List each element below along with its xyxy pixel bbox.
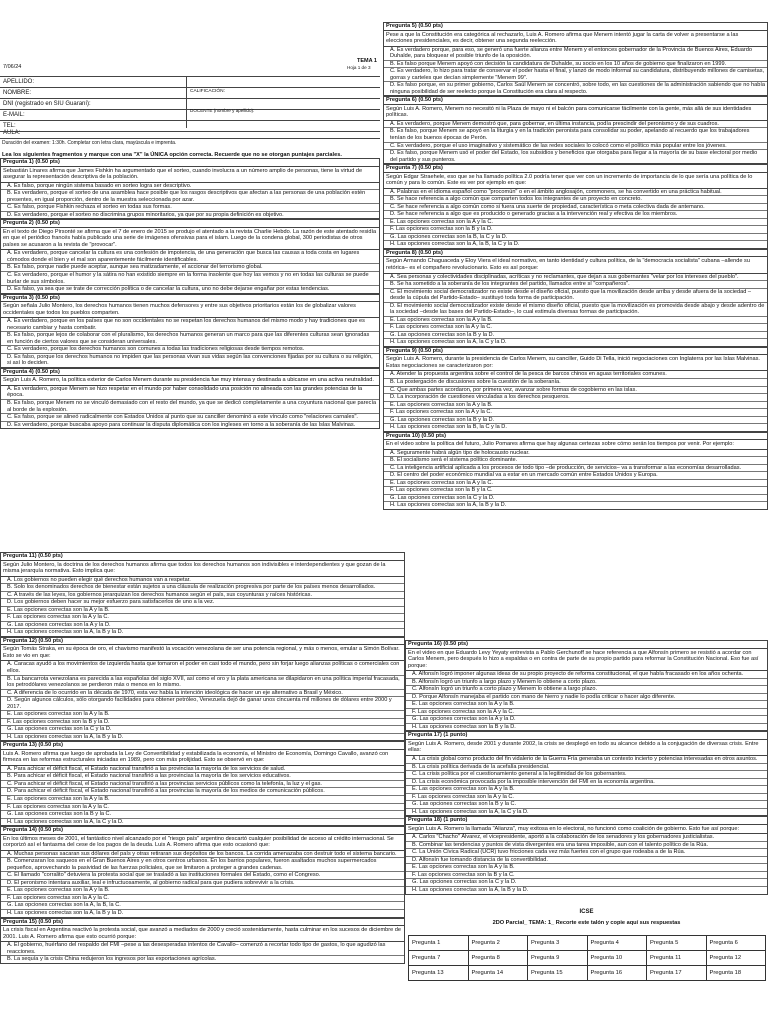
answer-option[interactable]: C. Es verdadero, porque el uso imaginativo y sistemático de las redes sociales lo colocó como el político más popular entre los jóvenes. xyxy=(384,143,767,151)
answer-option[interactable]: G. Las opciones correctas son la B y la C. xyxy=(406,801,767,809)
answer-option[interactable]: B. Es falso, porque Menem no se vinculó demasiado con el resto del mundo, ya que se dedicó completamente a una coyuntura nacional que parecía al borde de la explosión. xyxy=(1,400,379,414)
answer-cell[interactable]: Pregunta 13 xyxy=(409,965,469,980)
answer-sheet-header: ICSE xyxy=(579,908,594,915)
question-stem: Luis A. Romero afirma que luego de aprobada la Ley de Convertibilidad y estabilizada la economía, el Ministro de Economía, Domingo Cavallo, avanzó con firmeza en las reformas estructurales iniciadas en 1989, pero con más prolijidad. Esto se observó en que: xyxy=(1,750,404,766)
answer-option[interactable]: A. La crisis global como producto del fin vidalerio de la Guerra Fría generaba un contexto incierto y potencias interesadas en otros asuntos. xyxy=(406,756,767,764)
question-block xyxy=(0,368,380,429)
field-dni[interactable]: DNI (registrado en SIU Guaraní): xyxy=(0,99,380,110)
question-stem: Según Armando Chaguaceda y Eloy Viera el ideal normativo, en tanto identidad y cultura política, de la "democracia socialista" cubana –allende su retórica– es el compañero revolucionario. Esto es así porque: xyxy=(384,257,767,273)
question-stem: Según señala Julio Montero, los derechos humanos tienen muchos defensores y entre sus objetivos prioritarios están los de globalizar valores occidentales que todos los pueblos comparten. xyxy=(1,302,379,318)
answer-option[interactable]: F. Las opciones correctas son la A y la C. xyxy=(1,895,404,903)
field-aula[interactable]: AULA: xyxy=(0,128,380,139)
answer-option[interactable]: G. Las opciones correctas son la B y la D. xyxy=(384,417,767,425)
question-block xyxy=(383,96,768,164)
calificacion-label: CALIFICACIÓN: xyxy=(190,89,225,94)
answer-cell[interactable]: Pregunta 17 xyxy=(647,965,707,980)
answer-option[interactable]: E. Las opciones correctas son la A y la B. xyxy=(406,701,767,709)
answer-option[interactable]: F. Las opciones correctas son la A y la C. xyxy=(406,709,767,717)
answer-option[interactable]: E. Las opciones correctas son la A y la B. xyxy=(384,402,767,410)
answer-option[interactable]: D. El movimiento social democratizador existe desde el mismo diseño oficial, puesto que la movilización es promovida desde abajo y desde adentro de la sociedad –desde las bases del Partido-Estado–, lo cual estimula diversas formas de participación. xyxy=(384,303,767,317)
answer-option[interactable]: D. Es verdadero, porque el sorteo no discrimina grupos minoritarios, ya que por su propia definición es objetivo. xyxy=(7,211,284,218)
answer-cell[interactable]: Pregunta 9 xyxy=(528,950,588,965)
answer-option[interactable]: H. Las opciones correctas son la A, la B y la D. xyxy=(7,909,124,916)
answer-option[interactable]: B. Es falso, porque nadie puede aceptar, aunque sea matizadamente, el accionar del terrorismo global. xyxy=(1,264,379,272)
answer-option[interactable]: C. Es verdadero, porque los derechos humanos son comunes a todas las tradiciones religiosas desde tiempos remotos. xyxy=(1,346,379,354)
question-title: Pregunta 1) (0.50 pts) xyxy=(1,159,379,167)
question-block xyxy=(0,918,405,964)
question-stem: Según Luis A. Romero, Menem no necesitó ni la Plaza de mayo ni el balcón para comunicarse fácilmente con la gente, más allá de sus identidades políticas. xyxy=(384,105,767,121)
answer-option[interactable]: A. Caracas ayudó a los movimientos de izquierda hasta que tomaron el poder en casi todo el mundo, pero sin forjar luego alianzas políticas o comerciales con ellos. xyxy=(1,661,404,675)
question-stem: Según Luis A. Romero, la política exterior de Carlos Menem durante su presidencia fue muy intensa y destinada a ubicarse en una activa neutralidad. xyxy=(1,376,379,386)
answer-option[interactable]: G. Las opciones correctas son la A y la D. xyxy=(406,716,767,724)
question-title: Pregunta 3) (0.50 pts) xyxy=(1,295,379,303)
answer-option[interactable]: B. Para achicar el déficit fiscal, el Estado nacional transfirió a las provincias la mayoría de los servicios educativos. xyxy=(1,773,404,781)
field-tel[interactable]: TEL: xyxy=(0,121,380,132)
answer-option[interactable]: E. Las opciones correctas son la A y la B. xyxy=(1,796,404,804)
answer-option[interactable]: B. Alfonsín logró un triunfo a largo plazo y Menem lo obtiene a corto plazo. xyxy=(406,679,767,687)
answer-option[interactable]: C. Para achicar el déficit fiscal, el Estado nacional transfirió a las provincias servicios públicos como la telefonía, la luz y el gas. xyxy=(1,781,404,789)
question-title: Pregunta 16) (0.50 pts) xyxy=(406,641,767,649)
answer-option[interactable]: D. El peronismo intentara auxiliar, leal e infructuosamente, al gobierno radical para que pudiera sobrevivir a la crisis. xyxy=(1,880,404,888)
answer-option[interactable]: B. Solo los denominados derechos de bienestar están sujetos a una cláusula de realización progresiva por parte de los países menos desarrollados. xyxy=(1,584,404,592)
field-email[interactable]: E-MAIL: xyxy=(0,110,380,121)
question-stem: En el video sobre la política del futuro, Julio Pomares afirma que hay algunas certezas sobre cómo serán los tiempos por venir. Por ejemplo: xyxy=(384,440,767,450)
answer-cell[interactable]: Pregunta 1 xyxy=(409,935,469,950)
question-stem: Según Luis A. Romero, durante la presidencia de Carlos Menem, su canciller, Guido Di Tella, inició negociaciones con Inglaterra por las Islas Malvinas. Estas negociaciones se caracterizaron por: xyxy=(384,355,767,371)
question-stem: Pese a que la Constitución era categórica al rechazarlo, Luis A. Romero afirma que Menem intentó jugar la carta de volver a presentarse a las elecciones presidenciales, es decir, obtener una segunda reelección. xyxy=(384,31,767,47)
field-nombre[interactable]: NOMBRE: xyxy=(0,88,380,99)
answer-option[interactable]: D. Según algunos cálculos, sólo otorgando facilidades para obtener petróleo, Venezuela dejó de ganar unos cincuenta mil millones de dólares entre 2000 y 2017. xyxy=(1,697,404,711)
answer-grid-row xyxy=(409,935,766,950)
answer-option[interactable]: E. Las opciones correctas son la A y la B. xyxy=(1,711,404,719)
answer-option[interactable]: C. Que ambas partes acordaron, por primera vez, avanzar sobre formas de cogobierno en las islas. xyxy=(384,387,767,395)
answer-option[interactable]: C. La inteligencia artificial aplicada a los procesos de todo tipo –de producción, de servicios– va a transformar a las economías desarrolladas. xyxy=(384,465,767,473)
page-header xyxy=(0,58,380,76)
answer-grid xyxy=(408,935,766,981)
answer-option[interactable]: B. Combinar las tendencias y puntos de vista divergentes era una tarea imposible, aun con el talento político de la Rúa. xyxy=(406,842,767,850)
answer-option[interactable]: D. La crisis económica provocada por la imposible intervención del FMI en la economía argentina. xyxy=(406,779,767,787)
answer-grid-row xyxy=(409,965,766,980)
question-stem: En el texto de Diego Pirsonté se afirma que el 7 de enero de 2015 se produjo el atentado a la revista Charlie Hebdo. La razón de este atentado residía en que el periódico francés había publicado una serie de imágenes ofensivas para el islam. Luego de la condena global, 300 periodistas de otros países se acusaron a la revista de "provocar". xyxy=(1,228,379,251)
question-stem: Según Tomás Straka, en su época de oro, el chavismo manifestó la vocación venezolana de ser una potencia regional, y más o menos, emular a Simón Bolívar. Esto se vio en que: xyxy=(1,645,404,661)
answer-option[interactable]: D. Es falso, porque Menem usó el poder del Estado, los subsidios y beneficios que otorgaba para llegar a la mayoría de su base electoral por medio del partido y sus punteros. xyxy=(390,150,758,163)
answer-option[interactable]: A. Es verdadero, porque Menem se hizo respetar en el mundo por haber consolidado una posición no alineada con las grandes potencias de la época. xyxy=(1,386,379,400)
answer-option[interactable]: D. Para achicar el déficit fiscal, el Estado nacional transfirió a las provincias la mayoría de los medios de comunicación públicos. xyxy=(1,788,404,796)
answer-cell[interactable]: Pregunta 18 xyxy=(706,965,766,980)
answer-option[interactable]: D. Es falso, ya sea que se trate de corrección política o de cancelar la cultura, uno no debe dejarse engañar por estas tendencias. xyxy=(7,286,330,293)
question-title: Pregunta 15) (0.50 pts) xyxy=(1,919,404,927)
answer-option[interactable]: D. El centro del poder económico mundial va a estar en un mercado común entre Estados Unidos y Europa. xyxy=(384,472,767,480)
answer-option[interactable]: D. Porque Alfonsín manejaba el partido con mano de hierro y nadie lo podía criticar o hacer algo diferente. xyxy=(406,694,767,702)
question-title: Pregunta 5) (0.50 pts) xyxy=(384,23,767,31)
exam-tema: TEMA 1 xyxy=(357,58,377,64)
question-stem: En el video en que Eduardo Levy Yeyaty entrevista a Pablo Gerchunoff se hace referencia a que Alfonsín primero se resistió a acordar con Carlos Menem, pero después lo hizo a espaldas o en contra de parte de su propio partido para reformar la Constitución Nacional. Eso fue así porque: xyxy=(406,649,767,672)
question-block xyxy=(0,158,380,219)
answer-option[interactable]: A. Seguramente habrá algún tipo de holocausto nuclear. xyxy=(384,450,767,458)
question-title: Pregunta 12) (0.50 pts) xyxy=(1,638,404,646)
answer-option[interactable]: B. El socialismo será el sistema político dominante. xyxy=(384,457,767,465)
answer-option[interactable]: H. Las opciones correctas son la A, la C y la D. xyxy=(7,818,124,825)
answer-option[interactable]: C. Es verdadero, porque el humor y la sátira no han existido siempre en la forma insolente que hoy las vemos y no en todas las culturas se puede burlar de sus símbolos. xyxy=(1,272,379,286)
question-block xyxy=(383,347,768,432)
question-title: Pregunta 14) (0.50 pts) xyxy=(1,827,404,835)
exam-date: 7/06/24 xyxy=(3,64,22,70)
exam-page-2 xyxy=(383,22,768,522)
answer-option[interactable]: H. Las opciones correctas son la A, la C y la D. xyxy=(390,339,507,346)
question-title: Pregunta 18) (1 punto) xyxy=(406,817,767,825)
answer-option[interactable]: D. La incorporación de cuestiones vinculadas a los derechos pesqueros. xyxy=(384,394,767,402)
answer-option[interactable]: B. Se hace referencia a algo común que comparten todos los integrantes de un proyecto en concreto. xyxy=(384,196,767,204)
answer-cell[interactable]: Pregunta 8 xyxy=(468,950,528,965)
answer-option[interactable]: B. La bancarrota venezolana es parecida a las españolas del siglo XVII, así como el oro y la plata americana se dilapidaron en una política imperial fracasada, los petrodólares venezolanos se perdieron más o menos en lo mismo. xyxy=(1,676,404,690)
question-stem: La crisis fiscal en Argentina reactivó la protesta social, que avanzó a mediados de 2000 y creció sostenidamente, hasta culminar en los sucesos de diciembre de 2001. Luis A. Romero afirma que esto ocurrió porque: xyxy=(1,926,404,942)
answer-option[interactable]: E. Las opciones correctas son la A y la C. xyxy=(384,480,767,488)
question-block xyxy=(0,552,405,637)
answer-cell[interactable]: Pregunta 11 xyxy=(647,950,707,965)
question-title: Pregunta 17) (1 punto) xyxy=(406,732,767,740)
question-title: Pregunta 4) (0.50 pts) xyxy=(1,369,379,377)
answer-option[interactable]: B. Es verdadero, porque el sorteo de una asamblea hace posible que los rasgos descriptivos que afectan a las personas de una población estén presentes, en igual proporción, dentro de la muestra seleccionada por azar. xyxy=(1,190,379,204)
answer-option[interactable]: E. Las opciones correctas son la A y la B. xyxy=(406,864,767,872)
answer-option[interactable]: D. Es falso, porque los derechos humanos no impiden que las personas vivan sus vidas según las convenciones fijadas por su cultura o su religión, si así lo deciden. xyxy=(7,353,373,367)
answer-option[interactable]: H. Las opciones correctas son la A, la B, la C y la D. xyxy=(390,241,520,248)
answer-option[interactable]: B. La crisis política derivada de la acefalía presidencial. xyxy=(406,764,767,772)
question-block xyxy=(0,826,405,917)
question-stem: Según Luis A. Romero, desde 2001 y durante 2002, la crisis se desplegó en todo su alcance debido a la conjugación de diversas crisis. Entre ellas: xyxy=(406,740,767,756)
answer-option[interactable]: A. Es falso, porque ningún sistema basado en sorteo logra ser descriptivo. xyxy=(1,183,379,191)
page-count: Hoja 1 de 3 xyxy=(347,65,371,70)
exam-page-3 xyxy=(0,552,405,1024)
answer-option[interactable]: H. Las opciones correctas son la A, la B y la D. xyxy=(7,629,124,636)
answer-option[interactable]: B. La postergación de discusiones sobre la cuestión de la soberanía. xyxy=(384,379,767,387)
question-block xyxy=(405,731,768,816)
exam-instructions: Lea los siguientes fragmentos y marque con una "X" la ÚNICA opción correcta. Recuerde que no se otorgan puntajes parciales. xyxy=(2,152,342,158)
answer-option[interactable]: E. Las opciones correctas son la A y la B. xyxy=(1,607,404,615)
question-title: Pregunta 8) (0.50 pts) xyxy=(384,250,767,258)
answer-option[interactable]: A. Es verdadero, porque cancelar la cultura es una confesión de impotencia, de una generación que busca las causas a toda costa en lugares cómodos donde el bien y el mal son aparentemente fácilmente identificables. xyxy=(1,250,379,264)
answer-option[interactable]: G. Las opciones correctas son la B y la D. xyxy=(384,332,767,340)
question-block xyxy=(405,816,768,894)
question-block xyxy=(405,640,768,731)
question-title: Pregunta 9) (0.50 pts) xyxy=(384,348,767,356)
answer-cell[interactable]: Pregunta 12 xyxy=(706,950,766,965)
answer-option[interactable]: A. Es verdadero porque, para eso, se generó una fuerte alianza entre Menem y el entonces gobernador de la Provincia de Buenos Aires, Eduardo Duhalde, para bloquear el posible triunfo de la oposición. xyxy=(384,47,767,61)
question-stem: Según Edgar Straehele, eso que se ha llamado política 2.0 podría tener que ver con un incremento de importancia de lo que sería una política de lo común y para lo común. Este es ver por ejemplo en que: xyxy=(384,173,767,189)
answer-option[interactable]: C. Se hace referencia a algo común como si fuera una suerte de propiedad, característica o meta colectiva dada de antemano. xyxy=(384,204,767,212)
answer-cell[interactable]: Pregunta 2 xyxy=(468,935,528,950)
answer-option[interactable]: C. Es falso, porque se alineó radicalmente con Estados Unidos al punto que su canciller denominó a este vínculo como "relaciones carnales". xyxy=(1,414,379,422)
exam-page-4 xyxy=(405,640,768,1024)
answer-option[interactable]: E. Las opciones correctas son la A y la B. xyxy=(384,317,767,325)
answer-sheet-subheader: 2DO Parcial_ TEMA: 1_ Recorte este talón y copie aquí sus respuestas xyxy=(492,919,681,926)
answer-option[interactable]: B. Es falso, porque Menem se apoyó en la liturgia y en la tradición peronista para consolidar su poder, apelando al recuerdo que los trabajadores tenían de los buenos épocas de Perón. xyxy=(384,128,767,142)
docente-label: DOCENTE (nombre y apellido): xyxy=(190,108,255,113)
answer-option[interactable]: F. Las opciones correctas son la A y la C. xyxy=(384,409,767,417)
question-block xyxy=(0,219,380,293)
answer-option[interactable]: C. La crisis política por el cuestionamiento general a la legitimidad de los gobernantes. xyxy=(406,771,767,779)
question-block xyxy=(0,294,380,368)
answer-option[interactable]: H. Las opciones correctas son la A, la B y la D. xyxy=(412,887,529,893)
answer-option[interactable]: F. Las opciones correctas son la A y la C. xyxy=(406,794,767,802)
question-title: Pregunta 11) (0.50 pts) xyxy=(1,553,404,561)
question-title: Pregunta 7) (0.50 pts) xyxy=(384,165,767,173)
answer-option[interactable]: C. El movimiento social democratizador no existe desde el diseño oficial, puesto que la movilización desde arriba y desde afuera de la sociedad –desde la cúpula del Partido-Estado– sustituyó toda forma de participación. xyxy=(384,289,767,303)
answer-option[interactable]: H. Las opciones correctas son la A, la B y la D. xyxy=(7,733,124,740)
answer-option[interactable]: F. Las opciones correctas son la B y la D. xyxy=(384,226,767,234)
answer-option[interactable]: G. Las opciones correctas son la C y la D. xyxy=(384,495,767,503)
answer-option[interactable]: D. Los gobiernos deben hacer su mejor esfuerzo para satisfacerlos de uno a la vez. xyxy=(1,599,404,607)
question-stem: Sebastián Linares afirma que James Fishkin ha argumentado que el sorteo, cuando involucra a un número amplio de personas, tiene la virtud de asegurar la representación descriptiva de la población. xyxy=(1,167,379,183)
answer-option[interactable]: D. Es verdadero, porque buscaba apoyo para continuar la disputa diplomática con los ingleses en torno a la soberanía de las Islas Malvinas. xyxy=(7,421,356,428)
answer-option[interactable]: C. El llamado "corralito" detuviera la protesta social que se trasladó a las instituciones formales del Estado, como el Congreso. xyxy=(1,872,404,880)
answer-option[interactable]: A. Es verdadero, porque en los países que no son occidentales no se respetan los derechos humanos del mismo modo y hay tradiciones que es necesario cambiar y hasta combatir. xyxy=(1,318,379,332)
answer-option[interactable]: A. Sea personas y colectividades disciplinadas, acríticas y no reclamantes, que dejan a sus gobernantes "velar por los intereses del pueblo". xyxy=(384,274,767,282)
questions-page-3 xyxy=(0,552,405,964)
answer-option[interactable]: H. Las opciones correctas son la A, la B y la D. xyxy=(390,502,507,509)
question-block xyxy=(383,164,768,249)
answer-option[interactable]: H. Las opciones correctas son la A, la C y la D. xyxy=(412,808,529,815)
answer-option[interactable]: F. Las opciones correctas son la B y la D. xyxy=(1,719,404,727)
question-stem: En los últimos meses de 2001, el fantástico nivel alcanzado por el "riesgo país" argentino descartó cualquier posibilidad de acceso al crédito internacional. Se corporizó así el fantasma del cese de los pagos de la deuda. Luis A. Romero afirma que esto ocasionó que: xyxy=(1,835,404,851)
answer-option[interactable]: D. Se hace referencia a algo que es producido o generado gracias a la intervención real y efectiva de los miembros. xyxy=(384,211,767,219)
answer-option[interactable]: A. Atender la propuesta argentina sobre el control de la pesca de barcos chinos en aguas territoriales comunes. xyxy=(384,371,767,379)
question-title: Pregunta 13) (0.50 pts) xyxy=(1,742,404,750)
answer-cell[interactable]: Pregunta 15 xyxy=(528,965,588,980)
question-block xyxy=(0,741,405,826)
answer-option[interactable]: A. Muchas personas sacaran sus dólares del país y otras retiraran sus depósitos de los bancos. La corrida amenazaba con destruir todo el sistema bancario. xyxy=(1,851,404,859)
student-form xyxy=(0,76,380,128)
answer-option[interactable]: B. Comenzaran los saqueos en el Gran Buenos Aires y en otros centros urbanos. En los barrios populares, fueron asaltados muchos supermercados pequeños, aprovechando la pasividad de las fuerzas policiales, que se limitaron a proteger a grandes cadenas. xyxy=(1,858,404,872)
answer-option[interactable]: A. El gobierno, huérfano del respaldo del FMI –pese a las desesperadas intentos de Cavallo– comenzó a recortar todo tipo de gastos, lo que agudizó las reacciones. xyxy=(1,942,404,956)
answer-option[interactable]: F. Las opciones correctas son la A y la C. xyxy=(1,614,404,622)
answer-option[interactable]: E. Las opciones correctas son la A y la C. xyxy=(384,219,767,227)
answer-option[interactable]: C. A través de las leyes, los gobiernos jerarquizan los derechos humanos según el país, sus coyunturas y raíces históricas. xyxy=(1,592,404,600)
question-stem: Según Julio Montero, la doctrina de los derechos humanos afirma que todos los derechos humanos son indivisibles e interdependientes y que gozan de la misma jerarquía normativa. Esto implica que: xyxy=(1,561,404,577)
answer-option[interactable]: E. Las opciones correctas son la A y la B. xyxy=(406,786,767,794)
answer-option[interactable]: G. Las opciones correctas son la C y la D. xyxy=(1,726,404,734)
answer-option[interactable]: G. Las opciones correctas son la C y la D. xyxy=(406,879,767,887)
answer-option[interactable]: C. Es falso, porque Fishkin rechaza el sorteo en todas sus formas. xyxy=(1,204,379,212)
answer-option[interactable]: A. Carlos "Chacho" Álvarez, el vicepresidente, aportó a la colaboración de los senadores y los gobernadores justicialistas. xyxy=(406,834,767,842)
answer-option[interactable]: F. Las opciones correctas son la B y la C. xyxy=(384,487,767,495)
answer-option[interactable]: H. Las opciones correctas son la B y la D. xyxy=(412,723,516,730)
question-block xyxy=(383,22,768,96)
exam-page-1 xyxy=(0,0,380,445)
exam-duration: Duración del examen: 1:30h. Completar con letra clara, mayúscula e imprenta. xyxy=(2,140,177,146)
answer-cell[interactable]: Pregunta 14 xyxy=(468,965,528,980)
answer-option[interactable]: H. Las opciones correctas son la B, la C y la D. xyxy=(390,424,507,431)
answer-option[interactable]: B. Es falso porque Menem apoyó con decisión la candidatura de Duhalde, su socio en los 10 años de gobierno que finalizaron en 1999. xyxy=(384,61,767,69)
question-block xyxy=(0,637,405,741)
answer-grid-row xyxy=(409,950,766,965)
answer-option[interactable]: E. Las opciones correctas son la A y la B. xyxy=(1,887,404,895)
answer-option[interactable]: F. Las opciones correctas son la B y la C. xyxy=(406,872,767,880)
answer-cell[interactable]: Pregunta 5 xyxy=(647,935,707,950)
answer-option[interactable]: C. A diferencia de lo ocurrido en la década de 1970, esta vez había la intención ideológica de hacer un eje alternativo a Brasil y México. xyxy=(1,690,404,698)
answer-option[interactable]: C. Es verdadero, lo hizo para tratar de conservar el poder hasta el final, y lanzó de modo informal su candidatura, distribuyendo millones de camisetas, gorras y carteles que decían simplemente "Menem 99". xyxy=(384,68,767,82)
answer-option[interactable]: A. Para achicar el déficit fiscal, el Estado nacional transfirió a las provincias la mayoría de los servicios de salud. xyxy=(1,766,404,774)
answer-cell[interactable]: Pregunta 7 xyxy=(409,950,469,965)
question-block xyxy=(383,432,768,510)
question-title: Pregunta 10) (0.50 pts) xyxy=(384,433,767,441)
questions-page-4 xyxy=(405,640,768,895)
answer-option[interactable]: G. Las opciones correctas son la B y la C. xyxy=(1,811,404,819)
questions-page-1 xyxy=(0,158,380,429)
answer-option[interactable]: D. Alfonsín fue tomando distancia de la convertibilidad. xyxy=(406,857,767,865)
question-title: Pregunta 6) (0.50 pts) xyxy=(384,97,767,105)
answer-option[interactable]: A. Alfonsín logró imponer algunas ideas de su propio proyecto de reforma constitucional, el que había fracasado en los años ochenta. xyxy=(406,671,767,679)
answer-option[interactable]: F. Las opciones correctas son la A y la C. xyxy=(384,324,767,332)
questions-page-2 xyxy=(383,22,768,510)
answer-option[interactable]: A. Los gobiernos no pueden elegir qué derechos humanos van a respetar. xyxy=(1,577,404,585)
answer-cell[interactable]: Pregunta 4 xyxy=(587,935,647,950)
answer-option[interactable]: A. Es verdadero, porque Menem demostró que, para gobernar, en última instancia, podía prescindir del peronismo y de sus cuadros. xyxy=(384,121,767,129)
answer-option[interactable]: B. Se ha sometido a la soberanía de los integrantes del partido, llamados entre sí "compañeros". xyxy=(384,281,767,289)
answer-option[interactable]: G. Las opciones correctas son la A, la B, la C. xyxy=(1,902,404,910)
answer-cell[interactable]: Pregunta 16 xyxy=(587,965,647,980)
question-title: Pregunta 2) (0.50 pts) xyxy=(1,220,379,228)
answer-cell[interactable]: Pregunta 6 xyxy=(706,935,766,950)
answer-option[interactable]: B. La sequía y la crisis China redujeron los ingresos por las exportaciones agrícolas. xyxy=(7,956,217,963)
answer-option[interactable]: B. Es falso, porque lejos de colaborar con el pluralismo, los derechos humanos generan un marco para que las diferentes culturas sean ignoradas en función de ciertos valores que se consideran universales. xyxy=(1,332,379,346)
question-stem: Según Luis A. Romero la llamada "Alianza", muy exitosa en lo electoral, no funcionó como coalición de gobierno. Esto fue así porque: xyxy=(406,825,767,835)
answer-cell[interactable]: Pregunta 3 xyxy=(528,935,588,950)
answer-option[interactable]: A. Palabras en el idioma español como "procomún" o en el ámbito anglosajón, commoners, se ha convertido en una práctica habitual. xyxy=(384,189,767,197)
answer-option[interactable]: G. Las opciones correctas son la B, la C y la D. xyxy=(384,234,767,242)
answer-option[interactable]: C. Alfonsín logró un triunfo a corto plazo y Menem lo obtiene a largo plazo. xyxy=(406,686,767,694)
answer-option[interactable]: D. Es falso porque, en su primer gobierno, Carlos Saúl Menem se concentró, sobre todo, en las cuestiones de la administración sabiendo que no había ninguna posibilidad de ser reelecto porque la Constitución era clara al respecto. xyxy=(390,82,765,95)
answer-cell[interactable]: Pregunta 10 xyxy=(587,950,647,965)
answer-option[interactable]: F. Las opciones correctas son la A y la C. xyxy=(1,804,404,812)
answer-option[interactable]: G. Las opciones correctas son la A y la D. xyxy=(1,622,404,630)
answer-option[interactable]: C. La Unión Cívica Radical (UCR) tuvo fricciones cada vez más fuertes con el grupo que rodeaba a de la Rúa. xyxy=(406,849,767,857)
question-block xyxy=(383,249,768,347)
field-apellido[interactable]: APELLIDO: xyxy=(0,76,380,88)
